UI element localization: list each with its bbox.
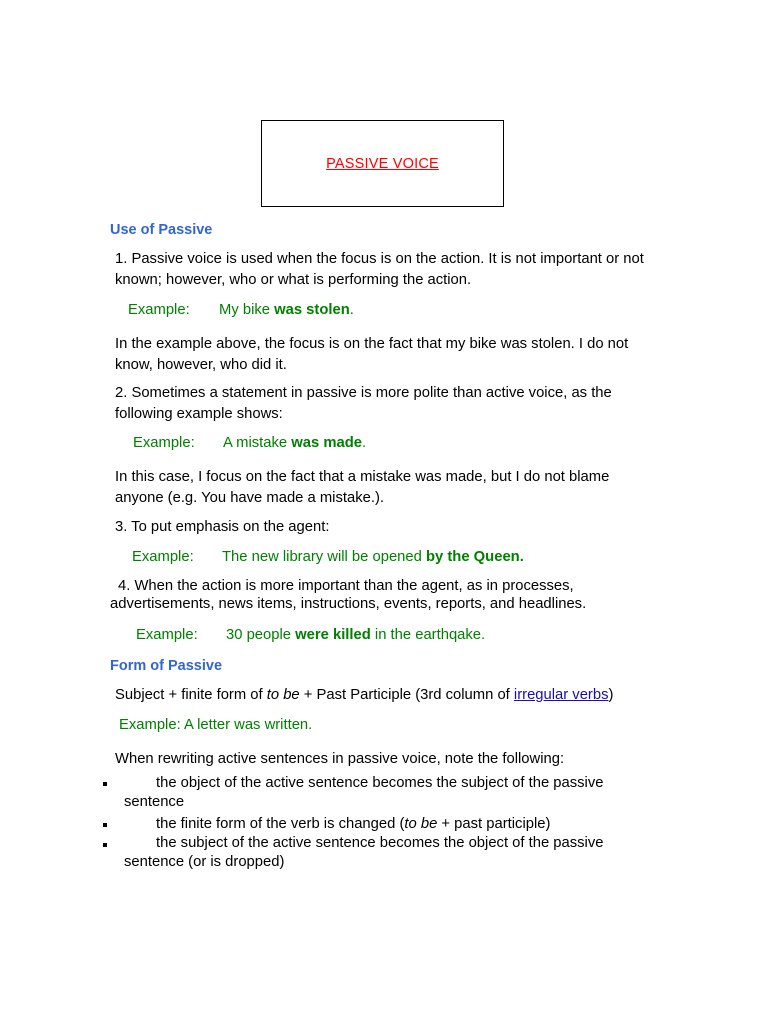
section-heading-form: Form of Passive xyxy=(110,658,223,674)
example-bold: by the Queen. xyxy=(425,549,524,565)
example-label: Example: xyxy=(132,549,194,565)
form-text: Subject + finite form of xyxy=(115,687,267,703)
example-text-end: . xyxy=(362,435,367,451)
bullet-text: the finite form of the verb is changed ( xyxy=(156,816,405,832)
bullet-item-2 xyxy=(156,814,550,835)
example-text-end: in the earthqake. xyxy=(370,627,486,643)
example-label: Example: xyxy=(128,302,190,318)
form-rule xyxy=(115,685,613,706)
bullet-icon xyxy=(103,843,107,847)
form-italic: to be xyxy=(266,687,300,703)
form-text-end: ) xyxy=(608,687,614,703)
example-3 xyxy=(132,547,524,567)
example-5: Example: A letter was written. xyxy=(119,717,313,733)
example-text: A mistake xyxy=(223,435,292,451)
bullet-text-end: + past participle) xyxy=(437,816,551,832)
paragraph-5: 3. To put emphasis on the agent: xyxy=(115,519,330,535)
title-box xyxy=(261,120,504,207)
paragraph-3: 2. Sometimes a statement in passive is more polite than active voice, as the following example shows: xyxy=(115,385,612,422)
example-bold: was made xyxy=(291,435,362,451)
example-4 xyxy=(136,625,485,645)
bullet-italic: to be xyxy=(404,816,438,832)
example-1 xyxy=(128,300,354,320)
example-label: Example: xyxy=(133,435,195,451)
section-heading-use: Use of Passive xyxy=(110,222,213,238)
paragraph-1: 1. Passive voice is used when the focus is on the action. It is not important or not known; however, who or what is performing the action. xyxy=(115,251,644,288)
example-bold: was stolen xyxy=(274,302,350,318)
example-2 xyxy=(133,433,366,453)
paragraph-2: In the example above, the focus is on the fact that my bike was stolen. I do not know, however, who did it. xyxy=(115,336,629,373)
example-text: My bike xyxy=(219,302,275,318)
paragraph-6: 4. When the action is more important than the agent, as in processes, advertisements, news items, instructions, events, reports, and headlines. xyxy=(110,578,587,612)
bullet-item-1: the object of the active sentence becomes the subject of the passive sentence xyxy=(124,775,604,810)
example-label: Example: xyxy=(136,627,198,643)
page-title: PASSIVE VOICE xyxy=(326,155,439,172)
paragraph-4: In this case, I focus on the fact that a mistake was made, but I do not blame anyone (e.g. You have made a mistake.). xyxy=(115,469,610,506)
form-text-mid: + Past Participle (3rd column of xyxy=(299,687,514,703)
note-intro: When rewriting active sentences in passive voice, note the following: xyxy=(115,751,565,767)
example-text-end: . xyxy=(349,302,354,318)
irregular-verbs-link[interactable]: irregular verbs xyxy=(513,687,609,703)
example-bold: were killed xyxy=(295,627,371,643)
example-text: 30 people xyxy=(226,627,296,643)
bullet-icon xyxy=(103,823,107,827)
bullet-item-3: the subject of the active sentence becomes the object of the passive sentence (or is dropped) xyxy=(124,835,604,870)
bullet-icon xyxy=(103,782,107,786)
example-text: The new library will be opened xyxy=(222,549,426,565)
